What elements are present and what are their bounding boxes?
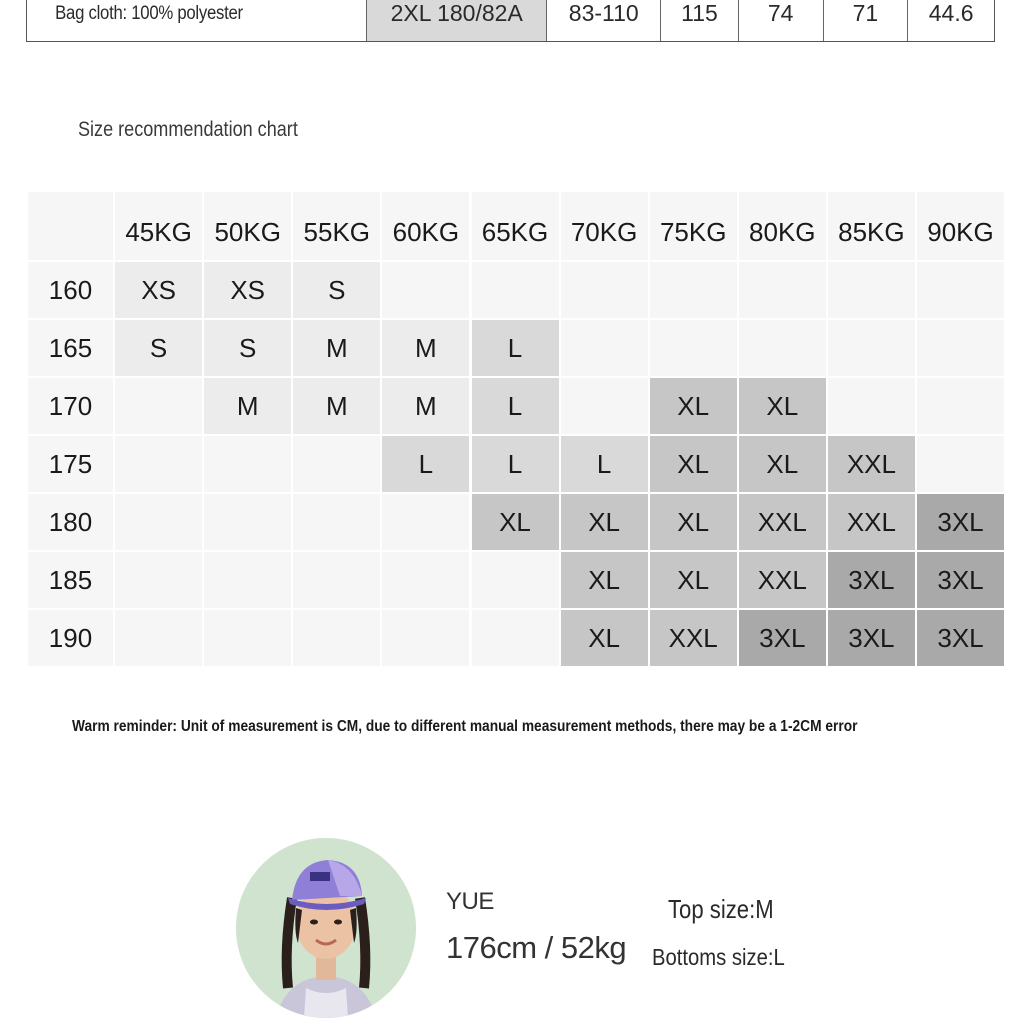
model-top-size: Top size:M: [668, 894, 774, 924]
empty-cell: [293, 494, 380, 550]
size-cell: 3XL: [828, 610, 915, 666]
size-cell: M: [293, 320, 380, 376]
empty-cell: [382, 552, 469, 608]
empty-cell: [472, 610, 559, 666]
weight-header-cell: 75KG: [650, 192, 737, 260]
empty-cell: [382, 610, 469, 666]
empty-cell: [650, 262, 737, 318]
size-cell: M: [382, 320, 469, 376]
height-label-cell: 165: [28, 320, 113, 376]
empty-cell: [472, 552, 559, 608]
empty-cell: [917, 378, 1004, 434]
size-cell: L: [382, 436, 469, 492]
empty-cell: [293, 436, 380, 492]
size-cell: L: [561, 436, 648, 492]
empty-cell: [739, 320, 826, 376]
empty-cell: [382, 494, 469, 550]
weight-header-cell: 50KG: [204, 192, 291, 260]
empty-cell: [204, 552, 291, 608]
height-label-cell: 190: [28, 610, 113, 666]
model-height-weight: 176cm / 52kg: [446, 930, 627, 965]
height-label-cell: 175: [28, 436, 113, 492]
measurement-reminder: Warm reminder: Unit of measurement is CM, due to different manual measurement methods, there may be a 1-2CM error: [72, 718, 858, 735]
size-cell: XL: [650, 494, 737, 550]
size-cell: XL: [561, 552, 648, 608]
empty-cell: [115, 610, 202, 666]
empty-cell: [739, 262, 826, 318]
empty-cell: [115, 378, 202, 434]
size-cell: 3XL: [739, 610, 826, 666]
height-label-cell: 170: [28, 378, 113, 434]
model-avatar: [236, 838, 416, 1018]
weight-header-cell: 45KG: [115, 192, 202, 260]
empty-cell: [917, 262, 1004, 318]
size-cell: XXL: [739, 552, 826, 608]
size-cell: XXL: [739, 494, 826, 550]
spec-cell-length: 115: [660, 0, 738, 41]
size-cell: XL: [650, 378, 737, 434]
spec-cell-chest: 83-110: [546, 0, 660, 41]
empty-cell: [204, 610, 291, 666]
size-cell: XXL: [650, 610, 737, 666]
size-cell: S: [204, 320, 291, 376]
empty-cell: [917, 436, 1004, 492]
size-cell: XL: [739, 436, 826, 492]
empty-cell: [917, 320, 1004, 376]
weight-header-cell: 55KG: [293, 192, 380, 260]
model-name: YUE: [446, 888, 494, 915]
spec-cell-size: 2XL 180/82A: [366, 0, 546, 41]
size-cell: XL: [561, 610, 648, 666]
empty-cell: [650, 320, 737, 376]
model-bottom-size: Bottoms size:L: [652, 944, 785, 970]
empty-cell: [828, 320, 915, 376]
empty-cell: [204, 494, 291, 550]
size-cell: XL: [561, 494, 648, 550]
size-cell: 3XL: [917, 552, 1004, 608]
empty-cell: [115, 436, 202, 492]
size-cell: L: [472, 378, 559, 434]
empty-cell: [561, 320, 648, 376]
empty-cell: [561, 262, 648, 318]
spec-table-row: [26, 0, 995, 42]
empty-cell: [561, 378, 648, 434]
size-cell: XXL: [828, 494, 915, 550]
height-label-cell: 185: [28, 552, 113, 608]
empty-cell: [472, 262, 559, 318]
size-cell: S: [293, 262, 380, 318]
size-cell: S: [115, 320, 202, 376]
empty-cell: [115, 494, 202, 550]
size-cell: M: [204, 378, 291, 434]
weight-header-cell: 60KG: [382, 192, 469, 260]
size-cell: XL: [739, 378, 826, 434]
size-cell: L: [472, 320, 559, 376]
weight-header-cell: 65KG: [472, 192, 559, 260]
size-cell: M: [293, 378, 380, 434]
size-cell: XXL: [828, 436, 915, 492]
height-label-cell: 160: [28, 262, 113, 318]
empty-cell: [293, 552, 380, 608]
size-cell: 3XL: [828, 552, 915, 608]
empty-cell: [204, 436, 291, 492]
size-cell: 3XL: [917, 494, 1004, 550]
size-cell: M: [382, 378, 469, 434]
weight-header-cell: 80KG: [739, 192, 826, 260]
size-cell: XS: [115, 262, 202, 318]
empty-cell: [828, 262, 915, 318]
spec-cell-hem: 44.6: [907, 0, 994, 41]
weight-header-cell: 90KG: [917, 192, 1004, 260]
size-cell: XL: [650, 552, 737, 608]
spec-cell-shoulder: 74: [738, 0, 823, 41]
size-cell: XS: [204, 262, 291, 318]
weight-header-cell: 85KG: [828, 192, 915, 260]
spec-cell-sleeve: 71: [823, 0, 908, 41]
size-cell: XL: [472, 494, 559, 550]
section-title: Size recommendation chart: [78, 118, 298, 141]
model-photo: [236, 838, 416, 1018]
size-cell: 3XL: [917, 610, 1004, 666]
material-cell: Bag cloth: 100% polyester: [55, 2, 243, 24]
empty-cell: [115, 552, 202, 608]
size-cell: XL: [650, 436, 737, 492]
empty-cell: [293, 610, 380, 666]
weight-header-cell: 70KG: [561, 192, 648, 260]
height-label-cell: 180: [28, 494, 113, 550]
size-cell: L: [472, 436, 559, 492]
empty-cell: [828, 378, 915, 434]
empty-cell: [382, 262, 469, 318]
